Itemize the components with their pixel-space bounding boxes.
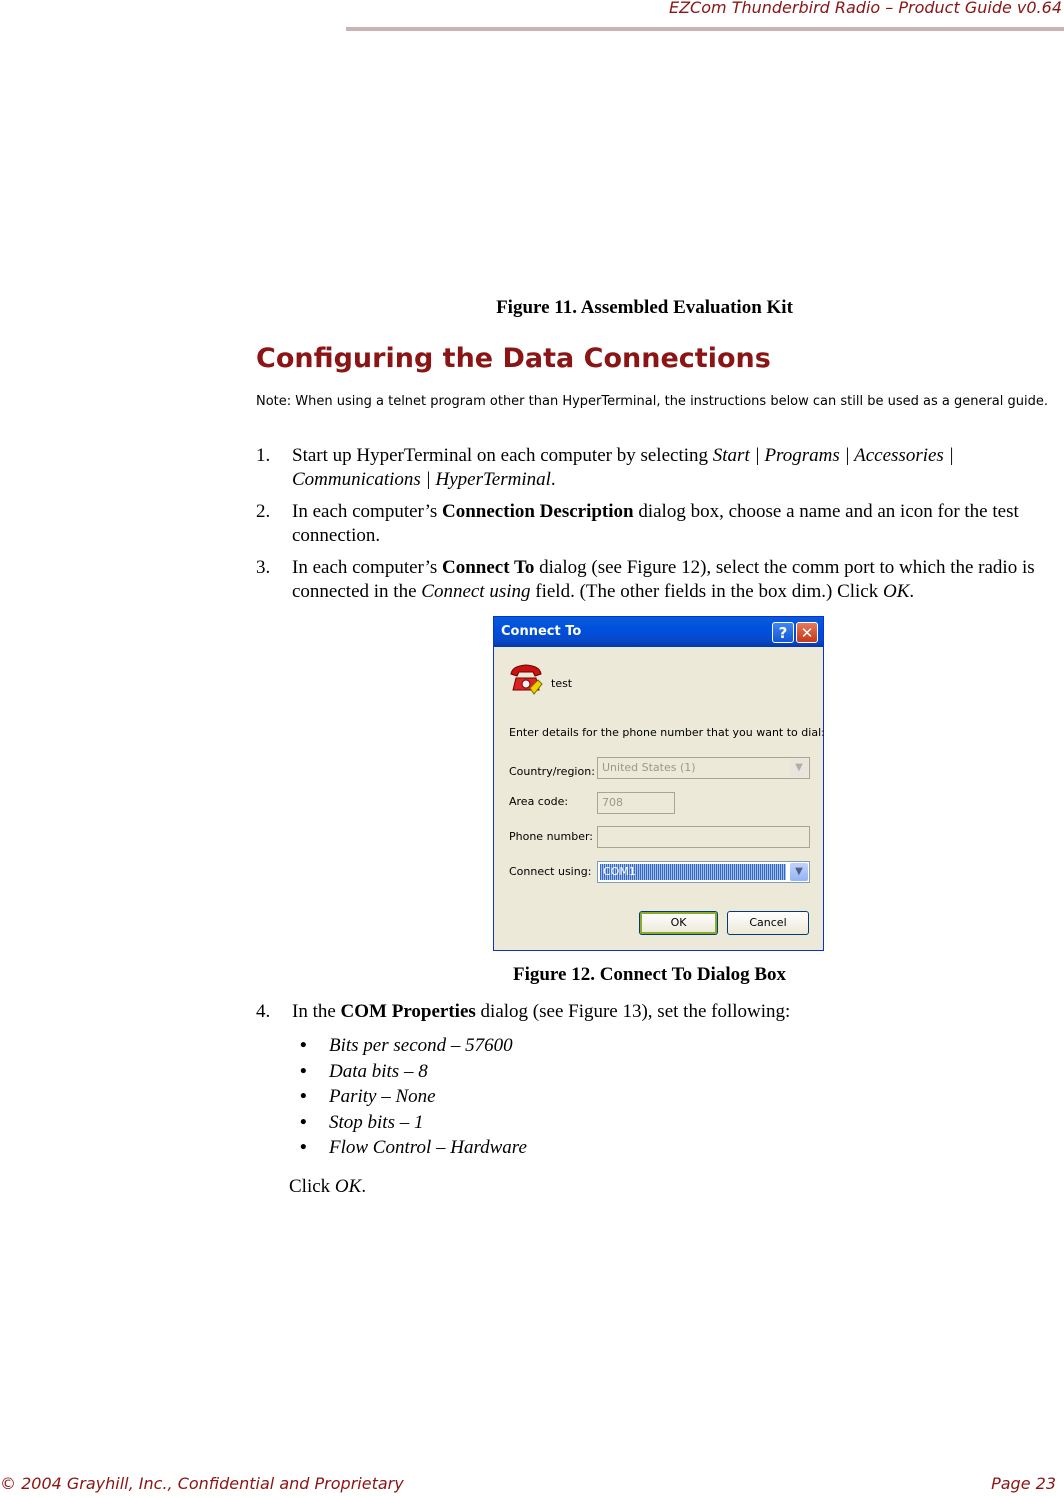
step-text-mid: dialog (see Figure 12), select the comm port to which the radio is connected in the: [292, 557, 1035, 602]
setting-text: Stop bits – 1: [329, 1111, 424, 1133]
step-text-mid2: field. (The other fields in the box dim.) Click: [530, 581, 883, 602]
bullet-icon: •: [300, 1060, 307, 1082]
step-number: 3.: [256, 557, 271, 578]
chevron-down-icon: ▼: [790, 759, 808, 777]
bullet-icon: •: [300, 1137, 307, 1158]
setting-text: Data bits – 8: [329, 1060, 428, 1082]
country-value: United States (1): [602, 761, 696, 774]
step-text: Start up HyperTerminal on each computer by selecting: [292, 445, 713, 466]
dialog-name: Connection Description: [442, 501, 634, 522]
chevron-down-icon[interactable]: ▼: [790, 863, 808, 881]
button-name: OK: [883, 581, 910, 602]
step-1: [256, 444, 1056, 492]
connect-using-value: COM1: [600, 864, 786, 880]
step-text-end: dialog (see Figure 13), set the following:: [475, 1001, 791, 1022]
country-select[interactable]: [597, 757, 810, 779]
help-button[interactable]: ?: [772, 622, 794, 643]
list-item: [300, 1060, 527, 1086]
country-label: Country/region:: [509, 765, 595, 778]
ok-button[interactable]: OK: [639, 911, 718, 935]
cancel-button[interactable]: Cancel: [727, 911, 809, 935]
header-title: EZCom Thunderbird Radio – Product Guide v0.64: [668, 0, 1062, 17]
connect-to-dialog: [493, 616, 824, 951]
phone-number-label: Phone number:: [509, 830, 594, 843]
setting-text: Flow Control – Hardware: [329, 1137, 527, 1158]
step-3: [256, 556, 1056, 604]
area-code-input[interactable]: 708: [597, 792, 675, 814]
connection-name: test: [551, 677, 573, 690]
figure-12-caption-text: Figure 12. Connect To Dialog Box: [512, 964, 787, 985]
list-item: [300, 1034, 527, 1060]
click-text: Click: [289, 1176, 335, 1197]
header-rule: [346, 27, 1064, 31]
menu-path: Start | Programs | Accessories | Communications | HyperTerminal: [292, 445, 954, 490]
step-2: [256, 500, 1056, 548]
button-name: OK: [334, 1176, 362, 1197]
step-number: 2.: [256, 501, 271, 522]
bullet-icon: •: [300, 1111, 307, 1133]
setting-text: Bits per second – 57600: [329, 1035, 513, 1056]
close-button[interactable]: ✕: [796, 622, 818, 643]
step-text-end: dialog box, choose a name and an icon for the test connection.: [292, 501, 1019, 546]
step-text-end: .: [550, 469, 556, 490]
phone-number-input[interactable]: [597, 826, 810, 848]
connect-using-select[interactable]: [597, 861, 810, 883]
setting-text: Parity – None: [329, 1086, 436, 1107]
dialog-prompt: Enter details for the phone number that you want to dial:: [509, 726, 825, 739]
click-text-end: .: [361, 1176, 367, 1197]
footer-copyright: © 2004 Grayhill, Inc., Confidential and Proprietary: [0, 1474, 404, 1493]
dialog-name: COM Properties: [340, 1001, 476, 1022]
connect-using-label: Connect using:: [509, 865, 592, 878]
area-code-label: Area code:: [509, 795, 569, 808]
figure-11-caption: [0, 297, 1064, 319]
step-text-end: .: [909, 581, 915, 602]
dialog-name: Connect To: [442, 557, 535, 578]
step-text: In each computer’s: [292, 557, 443, 578]
step-number: 4.: [256, 1001, 271, 1022]
list-item: [300, 1085, 527, 1111]
section-heading: Configuring the Data Connections: [256, 343, 771, 374]
step-text: In the: [292, 1001, 341, 1022]
bullet-icon: •: [300, 1035, 307, 1056]
step-text: In each computer’s: [292, 501, 443, 522]
field-name: Connect using: [421, 581, 531, 602]
figure-12-caption: [0, 964, 1064, 986]
footer-page-number: Page 23: [991, 1474, 1056, 1493]
dialog-titlebar[interactable]: [494, 617, 823, 647]
click-ok-text: [289, 1175, 366, 1199]
section-note: Note: When using a telnet program other than HyperTerminal, the instructions below can still be used as a general guide.: [256, 394, 1049, 409]
settings-list: [300, 1034, 527, 1162]
bullet-icon: •: [300, 1086, 307, 1107]
figure-11-caption-text: Figure 11. Assembled Evaluation Kit: [496, 297, 793, 318]
list-item: [300, 1111, 527, 1137]
step-4: [256, 1000, 1056, 1024]
dialog-title: Connect To: [501, 624, 582, 639]
list-item: [300, 1136, 527, 1162]
phone-icon: [508, 660, 544, 696]
step-number: 1.: [256, 445, 271, 466]
